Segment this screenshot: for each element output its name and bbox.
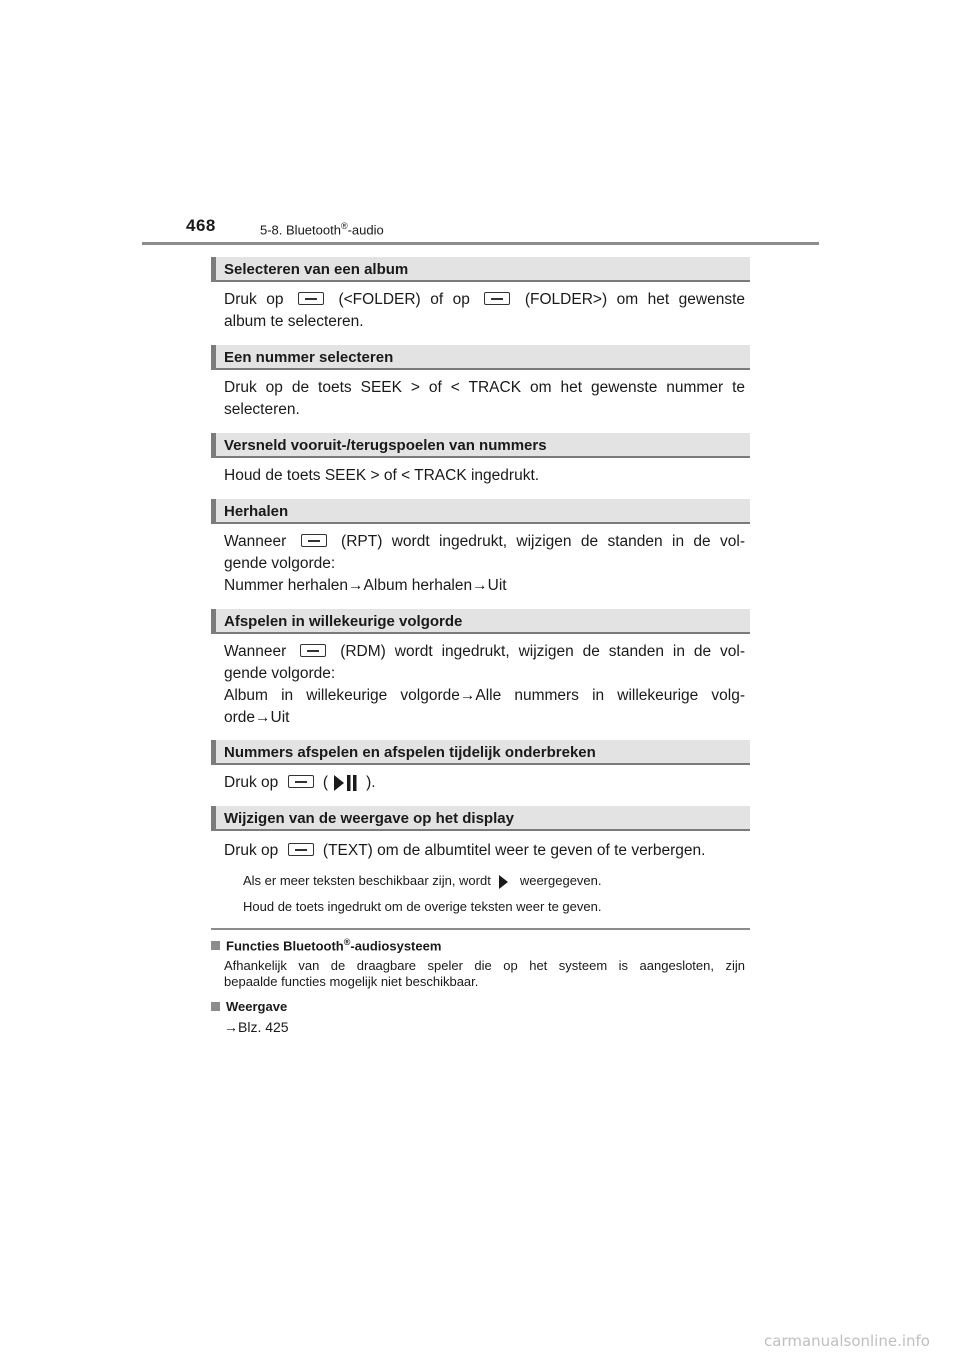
display-reference: →Blz. 425 [224,1019,289,1035]
text-line: album te selecteren. [224,313,364,330]
display-note-1 [243,873,602,889]
text-line: gende volgorde: [224,555,336,572]
section-title: Nummers afspelen en afspelen tijdelijk onderbreken [224,744,596,761]
bullet-square-icon [211,941,220,950]
album-paragraph [224,289,745,333]
text-fragment: (FOLDER>) om het gewenste [524,291,746,308]
text-fragment: (RPT) wordt ingedrukt, wijzigen de standen in de vol- [341,533,745,550]
text-line [224,289,745,311]
text-line [224,641,745,663]
text-line [224,531,745,553]
text-fragment: Wanneer [224,643,287,660]
text-line: Album in willekeurige volgorde→Alle nummers in willekeurige volg- [224,687,745,704]
display-heading [211,999,287,1014]
section-title: Afspelen in willekeurige volgorde [224,613,463,630]
text-fragment: (TEXT) om de albumtitel weer te geven of te verbergen. [322,842,706,859]
section-header-repeat [211,499,750,524]
text-line [224,840,745,862]
text-fragment: Als er meer teksten beschikbaar zijn, wordt [243,873,491,888]
chapter-prefix: 5-8. Bluetooth [260,222,341,238]
section-title: Herhalen [224,503,289,520]
text-line: orde→Uit [224,709,290,726]
seek-paragraph [224,465,745,487]
section-title: Een nummer selecteren [224,349,394,366]
random-paragraph [224,641,745,729]
chapter-title [260,221,384,237]
text-fragment: Druk op [224,842,279,859]
track-paragraph [224,377,745,421]
section-divider [211,928,750,930]
text-fragment: Wanneer [224,533,287,550]
text-line: Druk op de toets SEEK > of < TRACK om het gewenste nummer te [224,379,745,396]
registered-mark: ® [343,937,351,947]
section-header-play [211,740,750,765]
rpt-button-icon [301,534,327,547]
text-button-icon [288,843,314,856]
text-fragment: Druk op [224,774,279,791]
chapter-suffix: -audio [347,222,384,238]
folder-down-button-icon [298,292,324,305]
header-rule [142,242,819,245]
text-fragment: Weergave [226,999,288,1014]
repeat-paragraph [224,531,745,597]
display-paragraph [224,840,745,862]
text-fragment: Druk op [224,291,284,308]
text-line: bepaalde functies mogelijk niet beschikbaar. [224,974,479,989]
play-pause-icon [334,774,358,792]
watermark: carmanualsonline.info [764,1332,930,1350]
text-fragment: ( [322,774,329,791]
section-title: Selecteren van een album [224,261,409,278]
section-header-display [211,806,750,831]
section-title: Versneld vooruit-/terugspoelen van nummers [224,437,547,454]
text-line: Houd de toets SEEK > of < TRACK ingedrukt. [224,467,540,484]
rdm-button-icon [300,644,326,657]
text-fragment: weergegeven. [519,873,602,888]
text-line: selecteren. [224,401,300,418]
play-button-icon [288,775,314,788]
section-header-track [211,345,750,370]
bullet-square-icon [211,1002,220,1011]
play-paragraph [224,772,745,794]
text-line [224,772,745,794]
functions-heading [211,937,441,953]
section-title: Wijzigen van de weergave op het display [224,810,514,827]
folder-up-button-icon [484,292,510,305]
text-line: Nummer herhalen→Album herhalen→Uit [224,577,507,594]
display-note-2: Houd de toets ingedrukt om de overige teksten weer te geven. [243,899,602,914]
section-header-album [211,257,750,282]
text-fragment: Functies Bluetooth [226,938,344,954]
page-number: 468 [186,216,216,235]
more-text-arrow-icon [499,875,508,889]
text-line: Afhankelijk van de draagbare speler die op het systeem is aangesloten, zijn [224,958,745,973]
text-fragment: (RDM) wordt ingedrukt, wijzigen de standen in de vol- [340,643,746,660]
text-fragment: (<FOLDER) of op [338,291,470,308]
text-fragment: -audiosysteem [350,938,442,954]
section-header-random [211,609,750,634]
registered-mark: ® [340,221,348,231]
text-fragment: ). [366,774,376,791]
functions-text [224,958,745,990]
section-header-seek [211,433,750,458]
text-line: gende volgorde: [224,665,336,682]
